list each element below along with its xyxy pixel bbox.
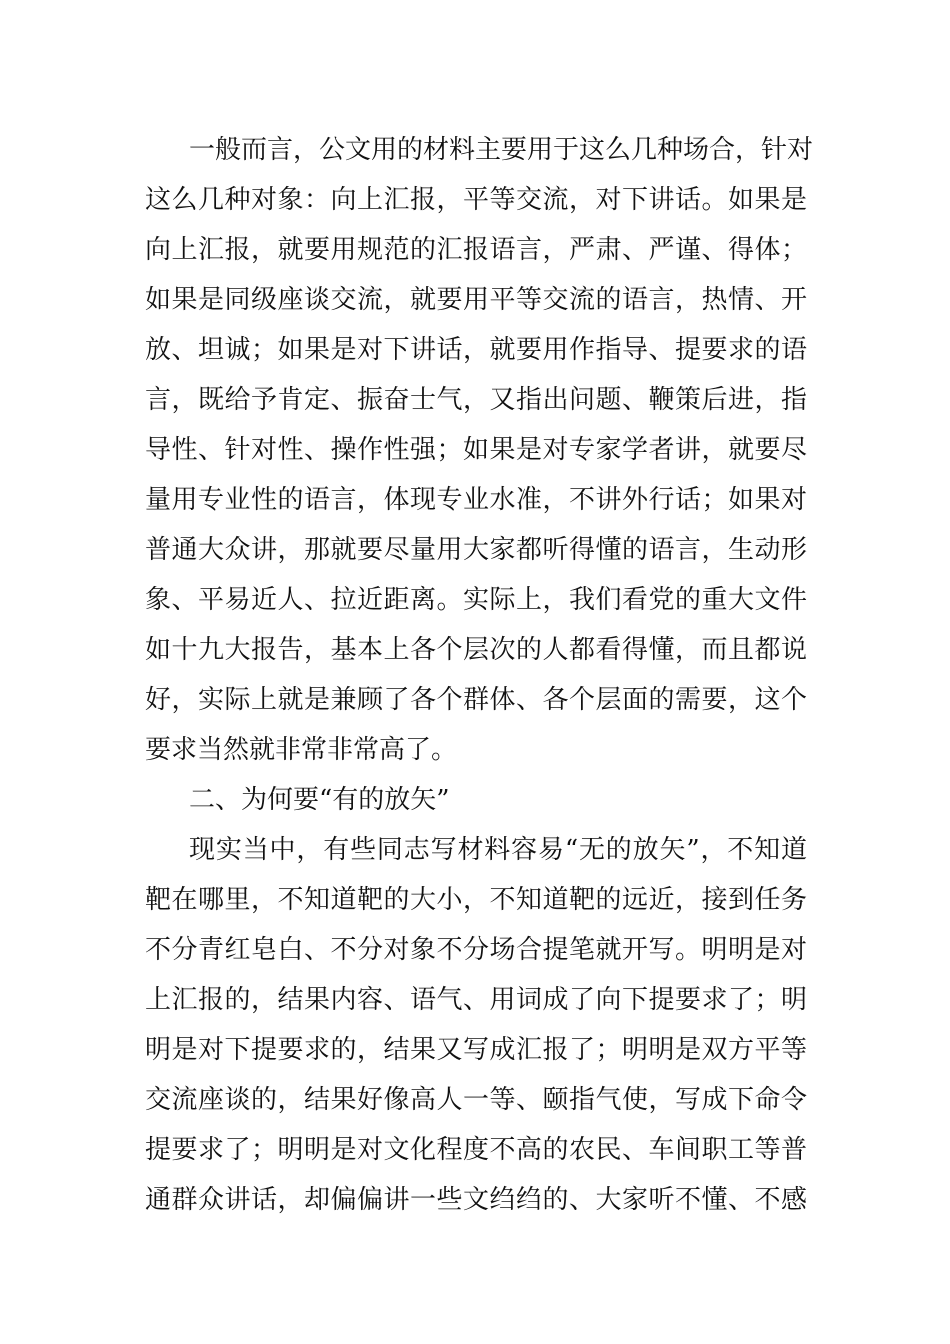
paragraph-2 (145, 825, 807, 1225)
text-line: 现实当中，有些同志写材料容易“无的放矢”，不知道 (189, 835, 807, 865)
text-line: 提要求了；明明是对文化程度不高的农民、车间职工等普 (145, 1135, 807, 1165)
text-line: 如果是同级座谈交流，就要用平等交流的语言，热情、开 (145, 285, 807, 315)
text-line: 上汇报的，结果内容、语气、用词成了向下提要求了；明 (145, 985, 807, 1015)
text-line: 好，实际上就是兼顾了各个群体、各个层面的需要，这个 (145, 685, 807, 715)
text-line: 普通大众讲，那就要尽量用大家都听得懂的语言，生动形 (145, 535, 807, 565)
paragraph-1 (145, 125, 814, 775)
document-page (145, 125, 814, 1225)
text-line: 这么几种对象：向上汇报，平等交流，对下讲话。如果是 (145, 185, 807, 215)
text-line: 放、坦诚；如果是对下讲话，就要用作指导、提要求的语 (145, 335, 807, 365)
text-line: 导性、针对性、操作性强；如果是对专家学者讲，就要尽 (145, 435, 807, 465)
text-line: 要求当然就非常非常高了。 (145, 735, 458, 765)
text-line: 向上汇报，就要用规范的汇报语言，严肃、严谨、得体； (145, 235, 807, 265)
text-line: 交流座谈的，结果好像高人一等、颐指气使，写成下命令 (145, 1085, 807, 1115)
text-line: 靶在哪里，不知道靶的大小，不知道靶的远近，接到任务 (145, 885, 807, 915)
text-line: 明是对下提要求的，结果又写成汇报了；明明是双方平等 (145, 1035, 807, 1065)
text-line: 一般而言，公文用的材料主要用于这么几种场合，针对 (189, 135, 814, 165)
text-line: 量用专业性的语言，体现专业水准，不讲外行话；如果对 (145, 485, 807, 515)
text-line: 言，既给予肯定、振奋士气，又指出问题、鞭策后进，指 (145, 385, 807, 415)
text-line: 不分青红皂白、不分对象不分场合提笔就开写。明明是对 (145, 935, 807, 965)
text-line: 通群众讲话，却偏偏讲一些文绉绉的、大家听不懂、不感 (145, 1185, 807, 1215)
section-heading: 二、为何要“有的放矢” (189, 785, 450, 815)
text-line: 象、平易近人、拉近距离。实际上，我们看党的重大文件 (145, 585, 807, 615)
text-line: 如十九大报告，基本上各个层次的人都看得懂，而且都说 (145, 635, 807, 665)
